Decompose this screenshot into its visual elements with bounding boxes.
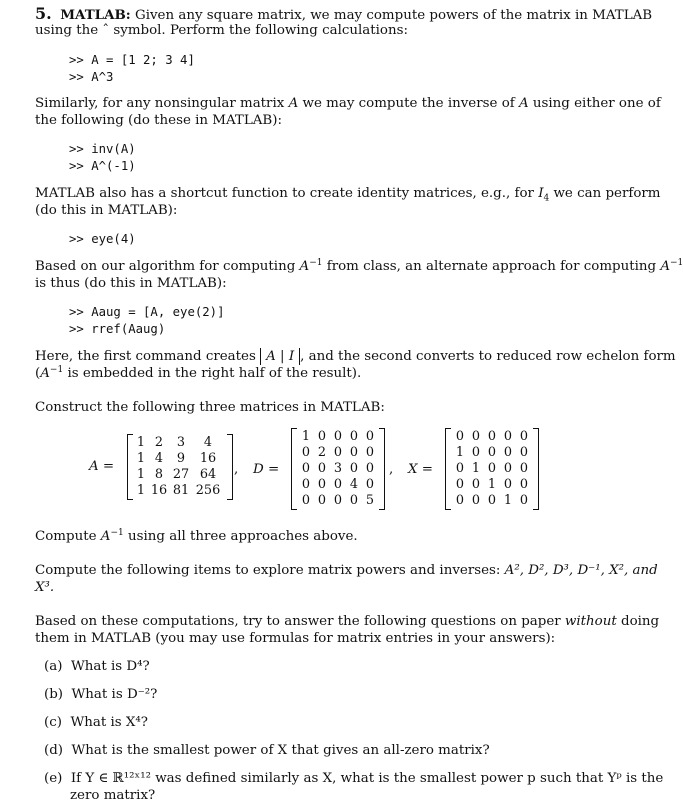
matrix-entry: 0 (317, 493, 327, 508)
matrix-row (452, 493, 532, 509)
matrix-entry: 0 (349, 429, 359, 444)
matrix-entry: 0 (503, 429, 513, 444)
matrix-entry: 0 (503, 477, 513, 492)
matrix-entry: 3 (176, 435, 186, 450)
matrix-entry: 0 (317, 477, 327, 492)
matrix-row (452, 429, 532, 445)
matrix-entry: 0 (471, 493, 481, 508)
matrix-entry: 0 (365, 461, 375, 476)
paragraph-compute-powers-line-1: Compute the following items to explore matrix powers and inverses: A², D², D³, D⁻¹, X², and (35, 563, 658, 578)
matrix-entry: 1 (503, 493, 513, 508)
matrix-entry: 27 (172, 467, 190, 482)
matrix-entry: 2 (154, 435, 164, 450)
matrix-entry: 0 (349, 461, 359, 476)
problem-title: MATLAB: (60, 7, 131, 23)
matrix-entry: 0 (349, 445, 359, 460)
matrix-entry: 0 (519, 461, 529, 476)
matrix-entry: 0 (349, 493, 359, 508)
paragraph-rref-line-1: Here, the first command creates A | I , and the second converts to reduced row echelon form (35, 349, 676, 364)
matrix-entry: 0 (519, 429, 529, 444)
paragraph-alternate-line-2: is thus (do this in MATLAB): (35, 276, 227, 291)
paragraph-identity-line-2: (do this in MATLAB): (35, 203, 178, 218)
matrix-entry: 1 (487, 477, 497, 492)
matrix-entry: 0 (455, 461, 465, 476)
question-e-continuation: zero matrix? (70, 788, 156, 803)
matrix-row (452, 461, 532, 477)
paragraph-rref-line-2: ($A^{-1}$ is embedded in the right half of the result). (35, 365, 362, 381)
matrix-row (298, 461, 378, 477)
problem-number: 5. (35, 4, 52, 23)
paragraph-questions-intro-line-2: them in MATLAB (you may use formulas for matrix entries in your answers): (35, 631, 556, 646)
matrix-entry: 5 (365, 493, 375, 508)
question-a: (a) What is D⁴? (44, 659, 150, 674)
matrix-entry: 0 (365, 429, 375, 444)
matrix-entry: 3 (333, 461, 343, 476)
matrix-entry: 0 (471, 445, 481, 460)
matrix-entry: 0 (503, 445, 513, 460)
matrix-entry: 1 (301, 429, 311, 444)
matrix-entry: 4 (154, 451, 164, 466)
question-c: (c) What is X⁴? (44, 715, 148, 730)
matrix-row (452, 477, 532, 493)
matrix-entry: 0 (487, 429, 497, 444)
matrix-d-label: D = (253, 462, 280, 477)
problem-intro-line-2: using the ˆ symbol. Perform the following calculations: (35, 23, 408, 38)
matrix-entry: 0 (455, 493, 465, 508)
matrix-row (134, 435, 224, 451)
matrix-row (134, 467, 224, 483)
code-line: >> rref(Aaug) (69, 322, 166, 336)
matrix-entry: 0 (471, 477, 481, 492)
matrix-entry: 0 (317, 461, 327, 476)
matrix-entry: 0 (301, 477, 311, 492)
matrix-entry: 0 (519, 477, 529, 492)
matrix-row (134, 451, 224, 467)
matrix-entry: 4 (349, 477, 359, 492)
matrix-row (452, 445, 532, 461)
matrix-row (134, 483, 224, 499)
matrix-entry: 16 (150, 483, 168, 498)
paragraph-inverse-line-1: Similarly, for any nonsingular matrix A we may compute the inverse of A using either one of (35, 96, 661, 111)
matrix-row (298, 445, 378, 461)
question-e: (e) If Y ∈ ℝ¹²ˣ¹² was defined similarly as X, what is the smallest power p such that Yᵖ is the (44, 771, 664, 786)
matrix-entry: 1 (136, 483, 146, 498)
paragraph-compute-inverse: Compute $A^{-1}$ using all three approaches above. (35, 528, 358, 544)
matrix-entry: 0 (301, 445, 311, 460)
matrix-entry: 0 (365, 445, 375, 460)
paragraph-identity-line-1: MATLAB also has a shortcut function to create identity matrices, e.g., for $I_4$ we can perform (35, 186, 661, 204)
matrix-entry: 81 (172, 483, 190, 498)
matrix-entry: 2 (317, 445, 327, 460)
question-b: (b) What is D⁻²? (44, 687, 158, 702)
matrix-row (298, 477, 378, 493)
code-line: >> A^(-1) (69, 159, 136, 173)
matrix-entry: 0 (455, 477, 465, 492)
matrix-entry: 0 (317, 429, 327, 444)
matrix-entry: 0 (333, 493, 343, 508)
code-line: >> A^3 (69, 70, 114, 84)
matrix-entry: 0 (487, 461, 497, 476)
code-line: >> Aaug = [A, eye(2)] (69, 305, 225, 319)
matrix-entry: 0 (333, 429, 343, 444)
matrix-d (291, 428, 385, 510)
matrix-entry: 16 (199, 451, 217, 466)
paragraph-alternate-line-1: Based on our algorithm for computing $A^{-1}$ from class, an alternate approach for computing $A^{-1}$ (35, 258, 683, 274)
matrix-entry: 0 (503, 461, 513, 476)
paragraph-questions-intro-line-1: Based on these computations, try to answer the following questions on paper without doing (35, 614, 660, 629)
augmented-matrix-notation: A | I (260, 348, 300, 365)
matrix-entry: 1 (136, 451, 146, 466)
matrix-a-label: A = (89, 459, 115, 474)
matrix-entry: 1 (136, 467, 146, 482)
matrix-entry: 0 (301, 493, 311, 508)
matrix-entry: 0 (487, 445, 497, 460)
code-line: >> A = [1 2; 3 4] (69, 53, 195, 67)
question-d: (d) What is the smallest power of X that gives an all-zero matrix? (44, 743, 490, 758)
matrix-entry: 1 (455, 445, 465, 460)
code-line: >> inv(A) (69, 142, 136, 156)
matrix-entry: 0 (301, 461, 311, 476)
matrix-entry: 0 (365, 477, 375, 492)
matrix-entry: 64 (199, 467, 217, 482)
matrix-x-label: X = (408, 462, 434, 477)
matrix-row (298, 493, 378, 509)
matrix-entry: 0 (471, 429, 481, 444)
comma: , (389, 462, 394, 477)
matrix-entry: 4 (203, 435, 213, 450)
paragraph-construct: Construct the following three matrices in MATLAB: (35, 400, 385, 415)
intro-text-1: Given any square matrix, we may compute powers of the matrix in MATLAB (135, 8, 653, 23)
matrix-a (127, 434, 233, 500)
code-line: >> eye(4) (69, 232, 136, 246)
matrix-entry: 8 (154, 467, 164, 482)
matrix-entry: 0 (333, 445, 343, 460)
caret-symbol: ˆ (102, 23, 110, 38)
matrix-entry: 9 (176, 451, 186, 466)
comma: , (234, 462, 239, 477)
matrix-x (445, 428, 539, 510)
matrix-entry: 0 (333, 477, 343, 492)
matrix-entry: 0 (455, 429, 465, 444)
matrix-row (298, 429, 378, 445)
matrix-entry: 0 (487, 493, 497, 508)
matrix-entry: 1 (471, 461, 481, 476)
paragraph-inverse-line-2: the following (do these in MATLAB): (35, 113, 283, 128)
matrix-entry: 0 (519, 445, 529, 460)
matrix-entry: 256 (195, 483, 221, 498)
matrix-entry: 0 (519, 493, 529, 508)
matrix-entry: 1 (136, 435, 146, 450)
paragraph-compute-powers-line-2: X³. (35, 580, 55, 595)
